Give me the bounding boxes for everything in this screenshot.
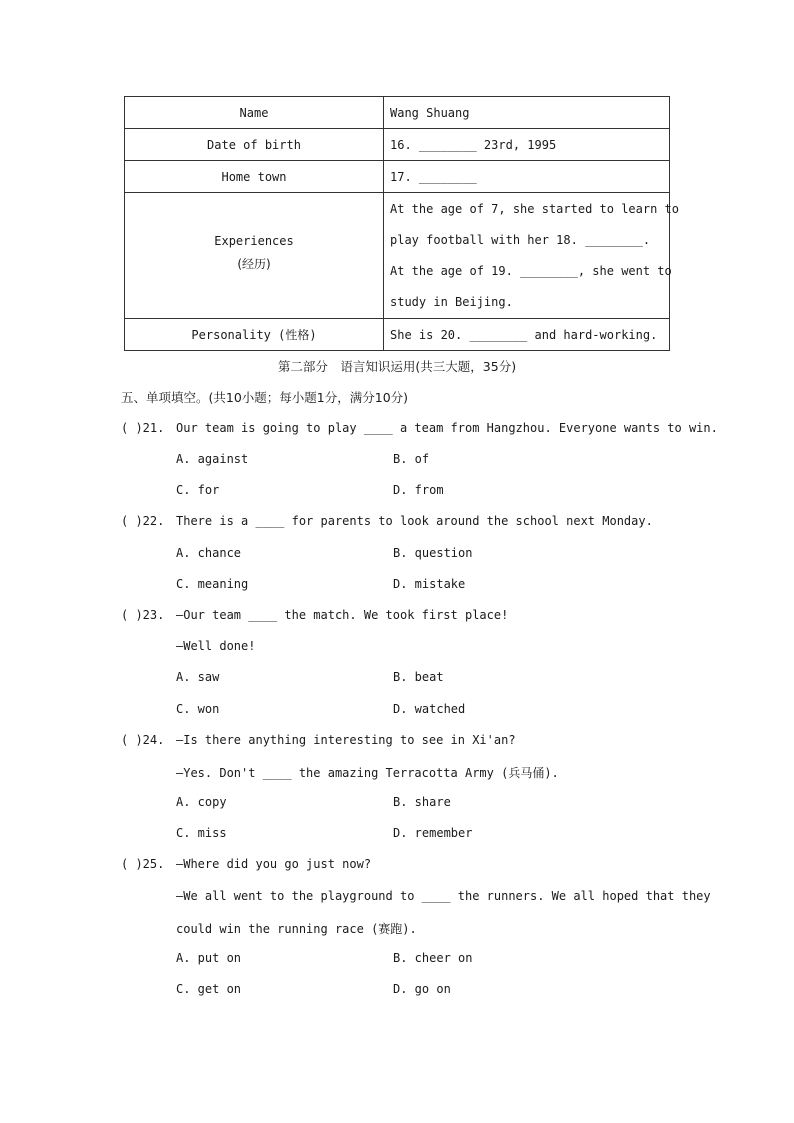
experience-line: study in Beijing. — [390, 294, 513, 309]
option-a[interactable]: A. against — [176, 452, 249, 466]
question-number: ( )21. — [121, 421, 165, 435]
option-b[interactable]: B. of — [393, 452, 430, 466]
table-label: Home town — [125, 161, 384, 193]
question-stem: —Yes. Don't ____ the amazing Terracotta Army (兵马俑). — [176, 766, 559, 780]
table-row — [125, 193, 670, 319]
question-stem: —Is there anything interesting to see in Xi'an? — [176, 733, 516, 747]
option-d[interactable]: D. from — [393, 483, 444, 497]
experience-line: At the age of 19. ________, she went to — [390, 263, 672, 278]
question-stem: There is a ____ for parents to look around the school next Monday. — [176, 514, 653, 528]
question-stem: could win the running race (赛跑). — [176, 922, 417, 936]
option-c[interactable]: C. miss — [176, 826, 227, 840]
section-heading: 五、单项填空。(共10小题；每小题1分，满分10分) — [121, 390, 409, 405]
question-stem: Our team is going to play ____ a team from Hangzhou. Everyone wants to win. — [176, 421, 718, 435]
table-value: Wang Shuang — [384, 97, 670, 129]
table-row — [125, 161, 670, 193]
table-value — [384, 193, 679, 319]
question-stem: —Our team ____ the match. We took first place! — [176, 608, 509, 622]
table-value: 16. ________ 23rd, 1995 — [384, 129, 670, 161]
experiences-label-cn: (经历) — [237, 256, 271, 271]
option-a[interactable]: A. put on — [176, 951, 242, 965]
option-d[interactable]: D. go on — [393, 982, 451, 996]
table-row — [125, 319, 670, 351]
option-b[interactable]: B. share — [393, 795, 451, 809]
question-number: ( )22. — [121, 514, 165, 528]
question-number: ( )24. — [121, 733, 165, 747]
question-number: ( )23. — [121, 608, 165, 622]
option-d[interactable]: D. watched — [393, 702, 466, 716]
question-stem: —Well done! — [176, 639, 256, 653]
table-row — [125, 97, 670, 129]
experience-line: At the age of 7, she started to learn to — [390, 201, 679, 216]
experiences-label: Experiences — [214, 233, 294, 248]
question-number: ( )25. — [121, 857, 165, 871]
info-table — [124, 96, 679, 351]
option-b[interactable]: B. cheer on — [393, 951, 473, 965]
table-label: Name — [125, 97, 384, 129]
option-a[interactable]: A. saw — [176, 670, 220, 684]
question-stem: —We all went to the playground to ____ the runners. We all hoped that they — [176, 889, 711, 903]
option-a[interactable]: A. copy — [176, 795, 227, 809]
option-c[interactable]: C. won — [176, 702, 220, 716]
table-label — [125, 193, 384, 319]
option-d[interactable]: D. remember — [393, 826, 473, 840]
option-b[interactable]: B. beat — [393, 670, 444, 684]
option-c[interactable]: C. meaning — [176, 577, 249, 591]
option-b[interactable]: B. question — [393, 546, 473, 560]
table-value: She is 20. ________ and hard-working. — [384, 319, 670, 351]
table-row — [125, 129, 670, 161]
option-c[interactable]: C. get on — [176, 982, 242, 996]
part-heading: 第二部分 语言知识运用(共三大题，35分) — [277, 359, 517, 374]
option-a[interactable]: A. chance — [176, 546, 242, 560]
option-d[interactable]: D. mistake — [393, 577, 466, 591]
table-label: Date of birth — [125, 129, 384, 161]
question-stem: —Where did you go just now? — [176, 857, 372, 871]
experience-line: play football with her 18. ________. — [390, 232, 651, 247]
option-c[interactable]: C. for — [176, 483, 220, 497]
table-value: 17. ________ — [384, 161, 670, 193]
table-label: Personality (性格) — [125, 319, 384, 351]
